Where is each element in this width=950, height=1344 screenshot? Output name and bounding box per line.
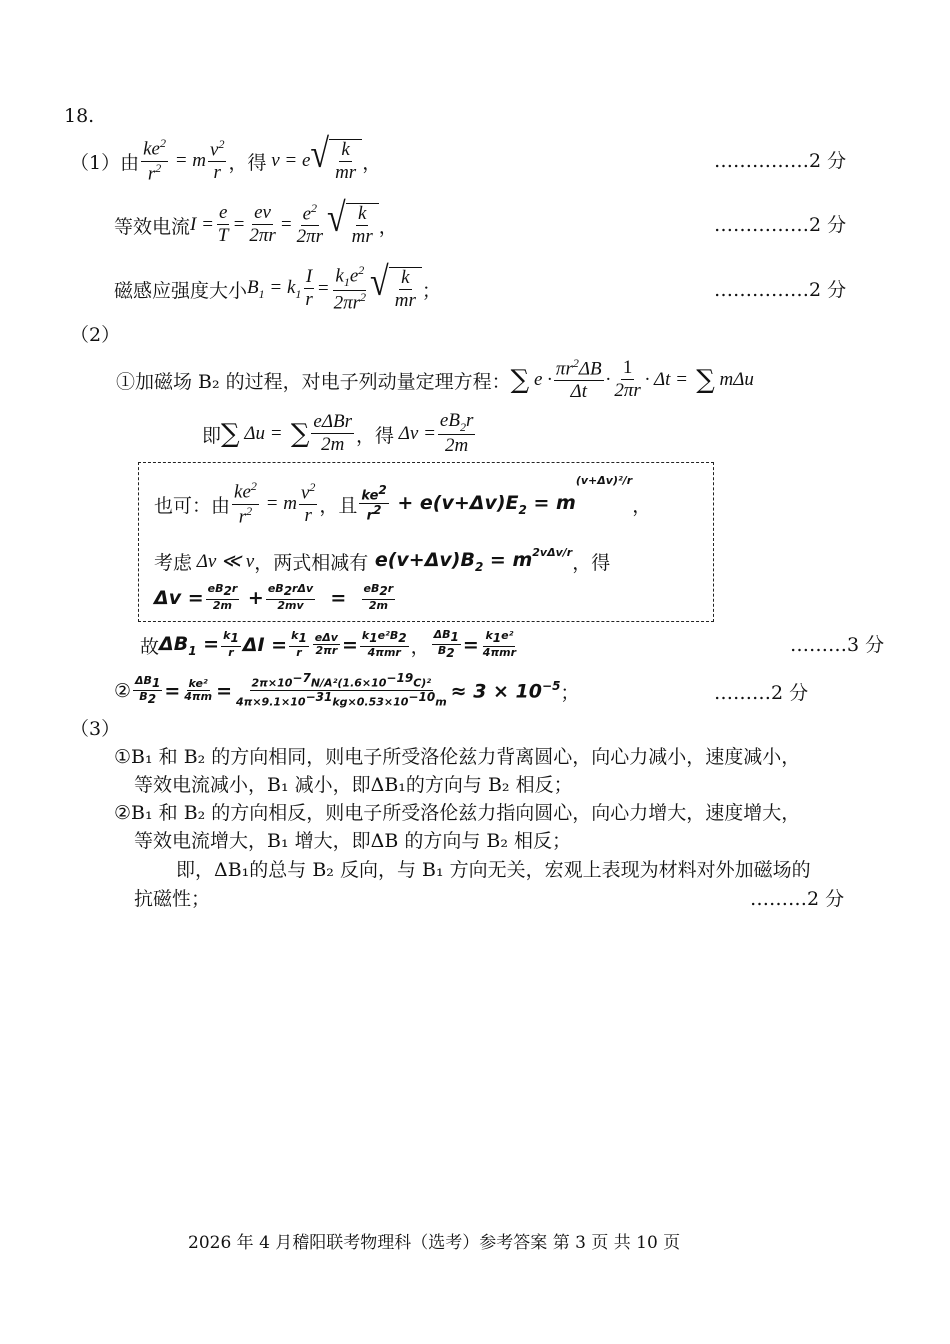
part3-line1: ①B₁ 和 B₂ 的方向相同，则电子所受洛伦兹力背离圆心，向心力减小，速度减小， [114,746,801,768]
alt-line1: 也可：由 $\frac{ke^2}{r^2}$ = m $\frac{v^2}{r}$ ，且 $\frac{ke^2}{r^2}$ + $e(v+\Delta v)E_2 = m$ (v+Δv)²/r ， [154,474,652,527]
alt-line3: Δv = $\frac{eB_2r}{2m}$ + $\frac{eB_2r\Delta v}{2mv}$ = $\frac{eB_2r}{2m}$ [154,582,394,612]
part3-line6: 抗磁性； [134,888,211,910]
hence-line: 故 $\Delta B_1$ = $\frac{k_1}{r}$ ΔI = $\frac{k_1}{r}$ $\frac{\text{eΔv}}{2\pi r}$ = $\frac{k_1e^2B_2}{\text{4πmr}}$ ， $\frac{\Delta B_1}{B_2}$ = $\frac{k_1e^2}{\text{4πmr}}$ [140,627,517,661]
current-label: 等效电流 [114,215,191,238]
part2-label: （2） [70,324,121,346]
part1-line1: （1）由 $\frac{ke^2}{r^2}$ = m $\frac{v^2}{r}$ ，得 v = e √ $\frac{k}{mr}$ ， [70,131,382,184]
part1-line2: 等效电流 I = $\frac{e}{T}$ = $\frac{ev}{2\pi r}$ = $\frac{e^2}{2\pi r}$ √ $\frac{k}{mr}$ ， [114,195,398,248]
part3-line3: ②B₁ 和 B₂ 的方向相反，则电子所受洛伦兹力指向圆心，向心力增大，速度增大， [114,802,801,824]
page-footer: 2026 年 4 月稽阳联考物理科（选考）参考答案 第 3 页 共 10 页 [188,1233,681,1253]
part2-step1b: 即 ∑ Δu = ∑ $\frac{\text{eΔBr}}{2m}$ ，得 Δv = $\frac{eB_2r}{2m}$ [202,410,474,457]
numeric-line: ② $\frac{\Delta B_1}{B_2}$ = $\frac{\text{ke²}}{4\pi m}$ = $\frac{2\pi\times 10^{-7}N/A^2(1.6\times 10^{-19}C)^2}{4\pi\times 9.1\times 10^{-31}kg\times 0.53\times 10^{-10}m}$ ≈ $3 \times 10^{-5}$ ； [114,671,580,709]
alt-line2: 考虑 Δv ≪ v ，两式相减有 $e(v+\Delta v)B_2 = m$ 2vΔv/r ，得 [154,546,611,574]
field-label: 磁感应强度大小 [114,279,248,302]
part3-line4: 等效电流增大，B₁ 增大，即ΔB 的方向与 B₂ 相反； [134,830,572,852]
score-part1-b: ……………2 分 [714,214,847,236]
part3-label: （3） [70,718,121,740]
formula-coulomb: $\frac{ke^2}{r^2}$ [143,136,166,184]
part2-step1: ①加磁场 B₂ 的过程，对电子列动量定理方程： ∑ e · $\frac{\pi r^2\Delta B}{\Delta t}$ · $\frac{1}{2\pi r}$ · Δt = ∑ mΔu [116,355,754,403]
part1-line3: 磁感应强度大小 $B_1 = k_1$ $\frac{I}{r}$ = $\frac{k_1e^2}{2\pi r^2}$ √ $\frac{k}{mr}$ ； [114,259,441,313]
problem-number: 18. [64,105,95,127]
score-part2-b: ………2 分 [714,682,809,704]
score-part1-a: ……………2 分 [714,150,847,172]
score-part3: ………2 分 [750,888,845,910]
part1-got: ，得 [228,151,267,174]
score-part1-c: ……………2 分 [714,279,847,301]
part3-line5: 即，ΔB₁的总与 B₂ 反向，与 B₁ 方向无关，宏观上表现为材料对外加磁场的 [176,859,811,881]
step1-text: ①加磁场 B₂ 的过程，对电子列动量定理方程： [116,370,511,393]
part3-line2: 等效电流减小，B₁ 减小，即ΔB₁的方向与 B₂ 相反； [134,774,573,796]
score-part2-a: ………3 分 [790,634,885,656]
part1-label: （1）由 [70,151,140,174]
sqrt-v: √ $\frac{k}{mr}$ [310,139,362,184]
